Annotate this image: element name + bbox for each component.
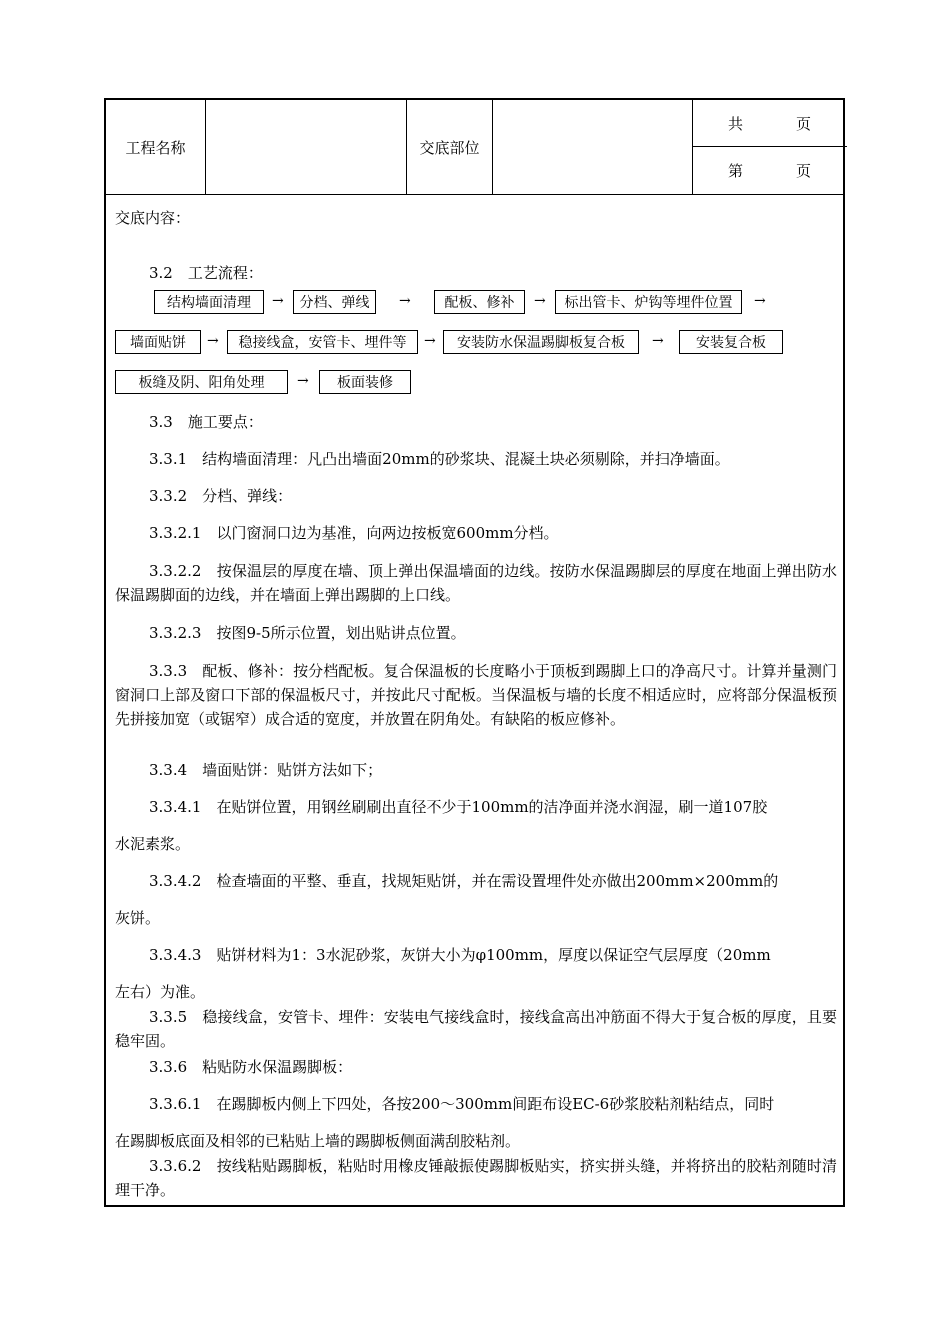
flow-arrow: → — [272, 293, 284, 309]
disclosure-form — [104, 98, 845, 1207]
flow-arrow: → — [652, 333, 664, 349]
section-3-3-4-2-line1: 3.3.4.2 检查墙面的平整、垂直，找规矩贴饼，并在需设置埋件处亦做出200mm×200mm的 — [149, 872, 779, 890]
flow-step-composite-boards: 安装复合板 — [679, 330, 783, 354]
section-3-3-4-2-line2: 灰饼。 — [115, 909, 161, 927]
section-3-3-2-1: 3.3.2.1 以门窗洞口边为基准，向两边按板宽600mm分档。 — [149, 524, 559, 542]
position-value — [493, 100, 692, 194]
section-3-3-4-1-line1: 3.3.4.1 在贴饼位置，用钢丝刷刷出直径不少于100mm的洁净面并浇水润湿，刷一道107胶 — [149, 798, 768, 816]
position-label: 交底部位 — [419, 138, 480, 157]
total-pages — [692, 100, 845, 146]
flow-arrow: → — [207, 333, 219, 349]
flow-arrow: → — [399, 293, 411, 309]
section-3-3-2-2: 3.3.2.2 按保温层的厚度在墙、顶上弹出保温墙面的边线。按防水保温踢脚层的厚度在地面上弹出防水保温踢脚面的边线，并在墙面上弹出踢脚的上口线。 — [115, 562, 837, 604]
flow-step-skirting-boards: 安装防水保温踢脚板复合板 — [443, 330, 639, 354]
section-3-3-heading: 3.3 施工要点： — [149, 413, 263, 431]
section-3-3-4-3-line1: 3.3.4.3 贴饼材料为1：3水泥砂浆，灰饼大小为φ100mm，厚度以保证空气层厚度（20mm — [149, 946, 771, 964]
page-number-prefix: 第 — [728, 161, 744, 180]
section-3-3-4-1-line2: 水泥素浆。 — [115, 835, 191, 853]
flow-step-junction-boxes: 稳接线盒，安管卡、埋件等 — [227, 330, 418, 354]
flow-arrow: → — [424, 333, 436, 349]
total-pages-suffix: 页 — [796, 114, 812, 133]
section-3-3-2: 3.3.2 分档、弹线： — [149, 487, 293, 505]
page-number — [692, 147, 845, 193]
section-3-3-6-1-line2: 在踢脚板底面及相邻的已粘贴上墙的踢脚板侧面满刮胶粘剂。 — [115, 1132, 521, 1150]
section-3-3-3: 3.3.3 配板、修补：按分档配板。复合保温板的长度略小于顶板到踢脚上口的净高尺寸。计算并量测门窗洞口上部及窗口下部的保温板尺寸，并按此尺寸配板。当保温板与墙的长度不相适应时，应将部分保温板预先拼接加宽（或锯窄）成合适的宽度，并放置在阴角处。有缺陷的板应修补。 — [115, 662, 837, 728]
section-3-3-4-3-line2: 左右）为准。 — [115, 983, 206, 1001]
content-label: 交底内容： — [115, 209, 191, 227]
flow-step-surface-finish: 板面装修 — [319, 370, 411, 394]
flow-step-wall-cleaning: 结构墙面清理 — [154, 290, 264, 314]
flow-arrow: → — [297, 373, 309, 389]
flow-step-wall-patches: 墙面贴饼 — [115, 330, 201, 354]
section-3-3-5: 3.3.5 稳接线盒，安管卡、埋件：安装电气接线盒时，接线盒高出冲筋面不得大于复合板的厚度，且要稳牢固。 — [115, 1008, 837, 1050]
project-name-value — [206, 100, 406, 194]
flow-step-joint-treatment: 板缝及阴、阳角处理 — [115, 370, 288, 394]
section-3-3-6-2: 3.3.6.2 按线粘贴踢脚板，粘贴时用橡皮锤敲振使踢脚板贴实，挤实拼头缝，并将挤出的胶粘剂随时清理干净。 — [115, 1157, 837, 1199]
flow-step-layout: 分档、弹线 — [293, 290, 376, 314]
flow-arrow: → — [754, 293, 766, 309]
project-name-label: 工程名称 — [125, 138, 186, 157]
section-3-2-heading: 3.2 工艺流程： — [149, 264, 263, 282]
flow-arrow: → — [534, 293, 546, 309]
section-3-3-6: 3.3.6 粘贴防水保温踢脚板： — [149, 1058, 353, 1076]
total-pages-prefix: 共 — [728, 114, 744, 133]
flow-step-board-prep: 配板、修补 — [434, 290, 525, 314]
section-3-3-2-3: 3.3.2.3 按图9-5所示位置，划出贴讲点位置。 — [149, 624, 466, 642]
section-3-3-1: 3.3.1 结构墙面清理：凡凸出墙面20mm的砂浆块、混凝土块必须剔除，并扫净墙面。 — [149, 450, 730, 468]
page-number-suffix: 页 — [796, 161, 812, 180]
flow-step-mark-embeds: 标出管卡、炉钩等埋件位置 — [555, 290, 742, 314]
section-3-3-4: 3.3.4 墙面贴饼：贴饼方法如下； — [149, 761, 383, 779]
section-3-3-6-1-line1: 3.3.6.1 在踢脚板内侧上下四处，各按200～300mm间距布设EC-6砂浆胶粘剂粘结点，同时 — [149, 1095, 775, 1113]
form-header — [106, 100, 843, 195]
